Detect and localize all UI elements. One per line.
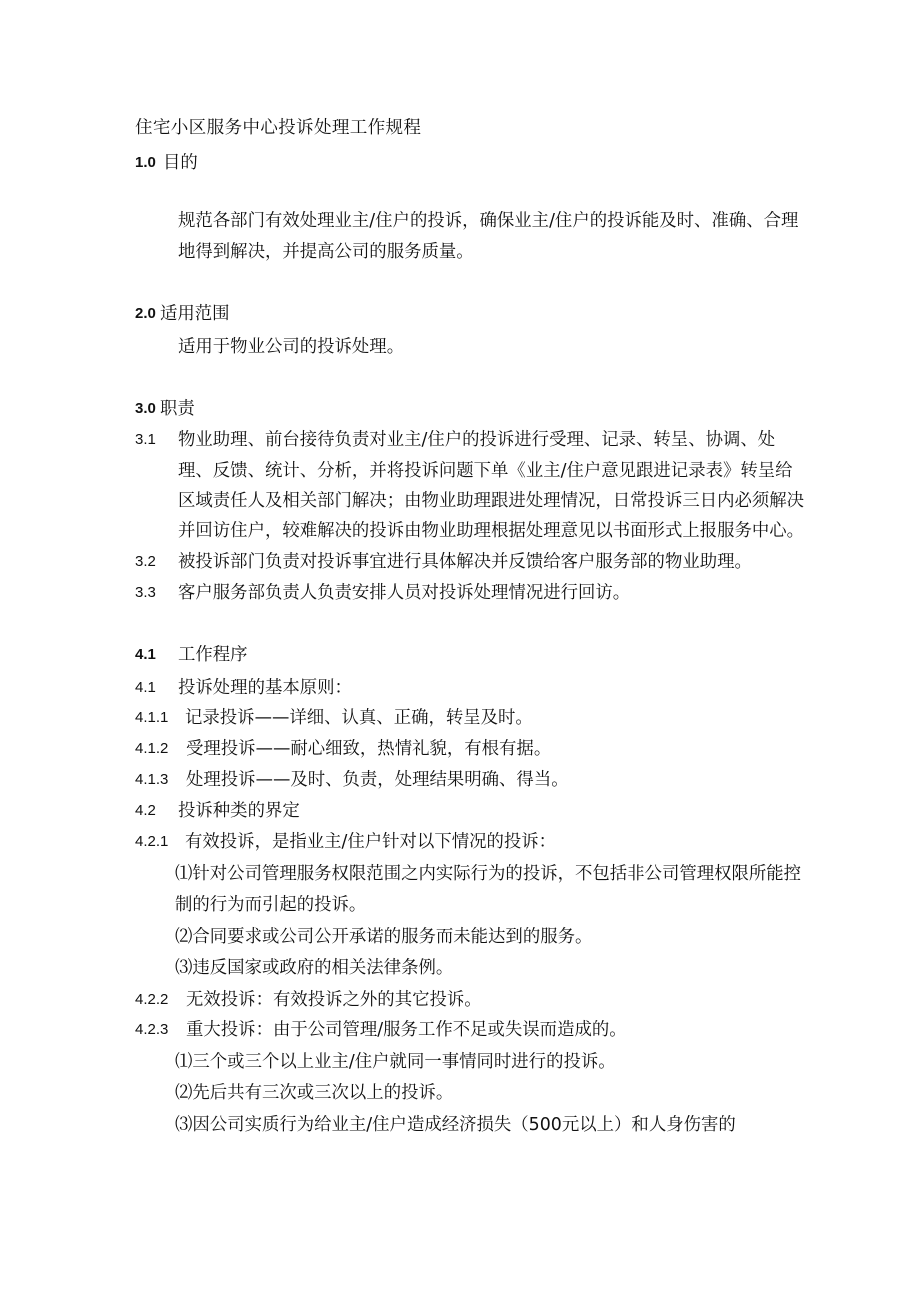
section-number: 3.0 (135, 400, 156, 417)
sub-item-line: ⑵先后共有三次或三次以上的投诉。 (175, 1083, 454, 1103)
section-number: 2.0 (135, 305, 156, 322)
item-number: 4.2.1 (135, 833, 169, 850)
paragraph-line: 有效投诉，是指业主/住户针对以下情况的投诉： (185, 832, 557, 852)
paragraph-line: 被投诉部门负责对投诉事宜进行具体解决并反馈给客户服务部的物业助理。 (178, 552, 752, 572)
document-title: 住宅小区服务中心投诉处理工作规程 (135, 118, 422, 138)
paragraph-line: 地得到解决，并提高公司的服务质量。 (178, 242, 474, 262)
paragraph-line: 重大投诉：由于公司管理/服务工作不足或失误而造成的。 (186, 1020, 627, 1040)
paragraph-line: 投诉处理的基本原则： (178, 678, 352, 698)
paragraph-line: 客户服务部负责人负责安排人员对投诉处理情况进行回访。 (178, 583, 631, 603)
section-heading: 职责 (160, 399, 195, 419)
item-number: 4.1.1 (135, 709, 169, 726)
item-number: 4.1.2 (135, 740, 169, 757)
section-number: 1.0 (135, 154, 156, 171)
item-number: 3.1 (135, 431, 156, 448)
sub-item-line: ⑴针对公司管理服务权限范围之内实际行为的投诉，不包括非公司管理权限所能控 (175, 864, 802, 884)
item-number: 3.2 (135, 553, 156, 570)
paragraph-line: 受理投诉——耐心细致，热情礼貌，有根有据。 (186, 739, 552, 759)
item-number: 4.2.2 (135, 991, 169, 1008)
item-number: 4.2 (135, 802, 156, 819)
paragraph-line: 并回访住户，较难解决的投诉由物业助理根据处理意见以书面形式上报服务中心。 (178, 521, 805, 541)
paragraph-line: 处理投诉——及时、负责，处理结果明确、得当。 (186, 770, 569, 790)
paragraph-line: 无效投诉：有效投诉之外的其它投诉。 (186, 990, 482, 1010)
sub-item-line: ⑵合同要求或公司公开承诺的服务而未能达到的服务。 (175, 927, 593, 947)
item-number: 4.1.3 (135, 771, 169, 788)
paragraph-line: 记录投诉——详细、认真、正确，转呈及时。 (185, 708, 533, 728)
sub-item-line: ⑶违反国家或政府的相关法律条例。 (175, 958, 454, 978)
section-heading: 适用范围 (160, 304, 230, 324)
section-number: 4.1 (135, 646, 156, 663)
paragraph-line: 适用于物业公司的投诉处理。 (178, 337, 405, 357)
section-heading: 工作程序 (178, 645, 248, 665)
sub-item-line: 制的行为而引起的投诉。 (175, 895, 367, 915)
paragraph-line: 区域责任人及相关部门解决；由物业助理跟进处理情况，日常投诉三日内必须解决 (178, 491, 805, 511)
paragraph-line: 规范各部门有效处理业主/住户的投诉，确保业主/住户的投诉能及时、准确、合理 (178, 211, 799, 231)
sub-item-line: ⑴三个或三个以上业主/住户就同一事情同时进行的投诉。 (175, 1052, 616, 1072)
paragraph-line: 理、反馈、统计、分析，并将投诉问题下单《业主/住户意见跟进记录表》转呈给 (178, 461, 793, 481)
item-number: 4.2.3 (135, 1021, 169, 1038)
sub-item-line: ⑶因公司实质行为给业主/住户造成经济损失（500元以上）和人身伤害的 (175, 1115, 736, 1135)
section-heading: 目的 (163, 153, 198, 173)
item-number: 4.1 (135, 679, 156, 696)
item-number: 3.3 (135, 584, 156, 601)
paragraph-line: 物业助理、前台接待负责对业主/住户的投诉进行受理、记录、转呈、协调、处 (178, 430, 776, 450)
paragraph-line: 投诉种类的界定 (178, 801, 300, 821)
